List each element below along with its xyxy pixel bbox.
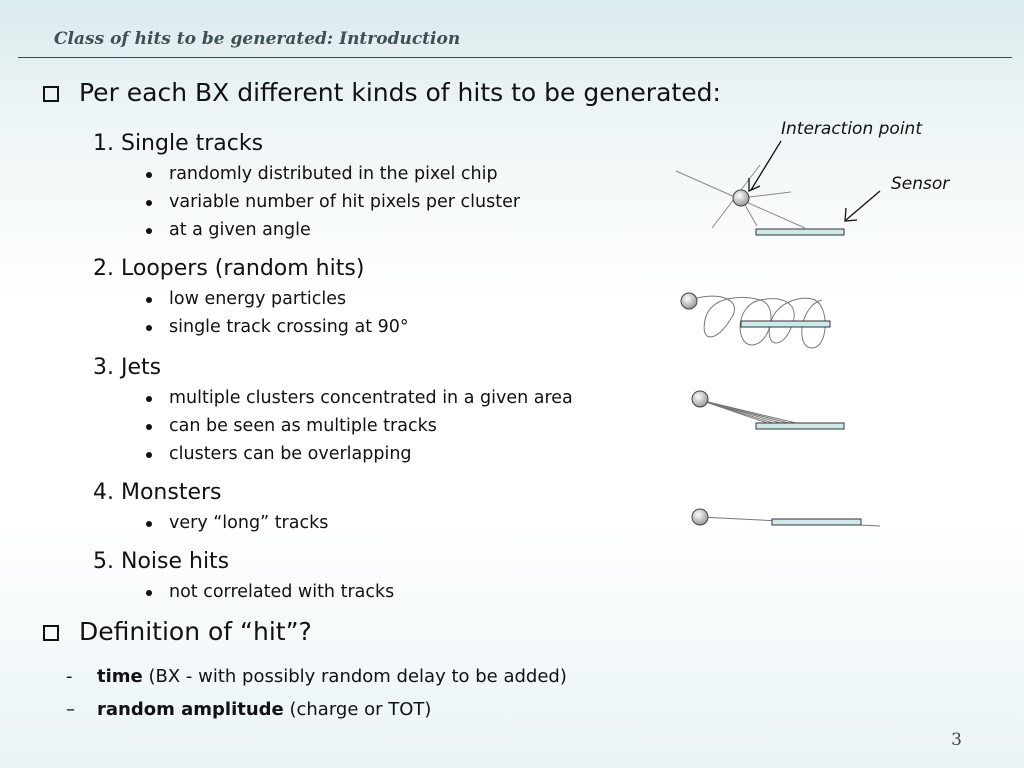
interaction-point-label: Interaction point bbox=[781, 119, 922, 139]
bullet-item: very “long” tracks bbox=[169, 513, 329, 533]
sensor-bar bbox=[772, 519, 861, 525]
definition-term: random amplitude bbox=[97, 699, 284, 720]
category-heading: 3. Jets bbox=[93, 355, 162, 380]
intro-text: Per each BX different kinds of hits to be generated: bbox=[79, 78, 721, 107]
page-number: 3 bbox=[951, 730, 962, 750]
bullet-item: not correlated with tracks bbox=[169, 582, 395, 602]
dash-marker: – bbox=[66, 699, 75, 720]
jet-track bbox=[700, 400, 800, 424]
slide-title: Class of hits to be generated: Introduction bbox=[54, 29, 461, 49]
bullet-item: at a given angle bbox=[169, 220, 311, 240]
bullet-item: variable number of hit pixels per cluster bbox=[169, 192, 521, 212]
interaction-point-icon bbox=[733, 190, 749, 206]
bullet-item: single track crossing at 90° bbox=[169, 317, 409, 337]
definition-desc: (charge or TOT) bbox=[283, 699, 432, 720]
sensor-bar bbox=[756, 423, 844, 429]
sensor-label: Sensor bbox=[891, 174, 950, 194]
definition-term: time bbox=[97, 666, 143, 687]
sensor-bar bbox=[741, 321, 830, 327]
sensor-arrow bbox=[846, 191, 880, 220]
jet-track bbox=[700, 400, 770, 424]
category-heading: 5. Noise hits bbox=[93, 549, 230, 574]
jets-diagram bbox=[692, 391, 844, 429]
bullet-item: clusters can be overlapping bbox=[169, 444, 412, 464]
sensor-bar bbox=[756, 229, 844, 235]
bullet-item: can be seen as multiple tracks bbox=[169, 416, 437, 436]
interaction-point-arrow bbox=[751, 141, 781, 190]
looper-diagram bbox=[681, 293, 830, 348]
category-heading: 4. Monsters bbox=[93, 480, 222, 505]
bullet-item: multiple clusters concentrated in a given area bbox=[169, 388, 573, 408]
bullet-item: low energy particles bbox=[169, 289, 347, 309]
interaction-point-icon bbox=[692, 391, 708, 407]
bullet-item: randomly distributed in the pixel chip bbox=[169, 164, 498, 184]
definition-desc: (BX - with possibly random delay to be added) bbox=[142, 666, 567, 687]
interaction-point-icon bbox=[692, 509, 708, 525]
monster-diagram bbox=[692, 509, 880, 526]
single-track-diagram bbox=[676, 141, 880, 235]
dash-marker: - bbox=[66, 666, 73, 687]
category-heading: 2. Loopers (random hits) bbox=[93, 256, 365, 281]
definition-heading: Definition of “hit”? bbox=[79, 617, 312, 646]
category-heading: 1. Single tracks bbox=[93, 131, 264, 156]
interaction-point-icon bbox=[681, 293, 697, 309]
